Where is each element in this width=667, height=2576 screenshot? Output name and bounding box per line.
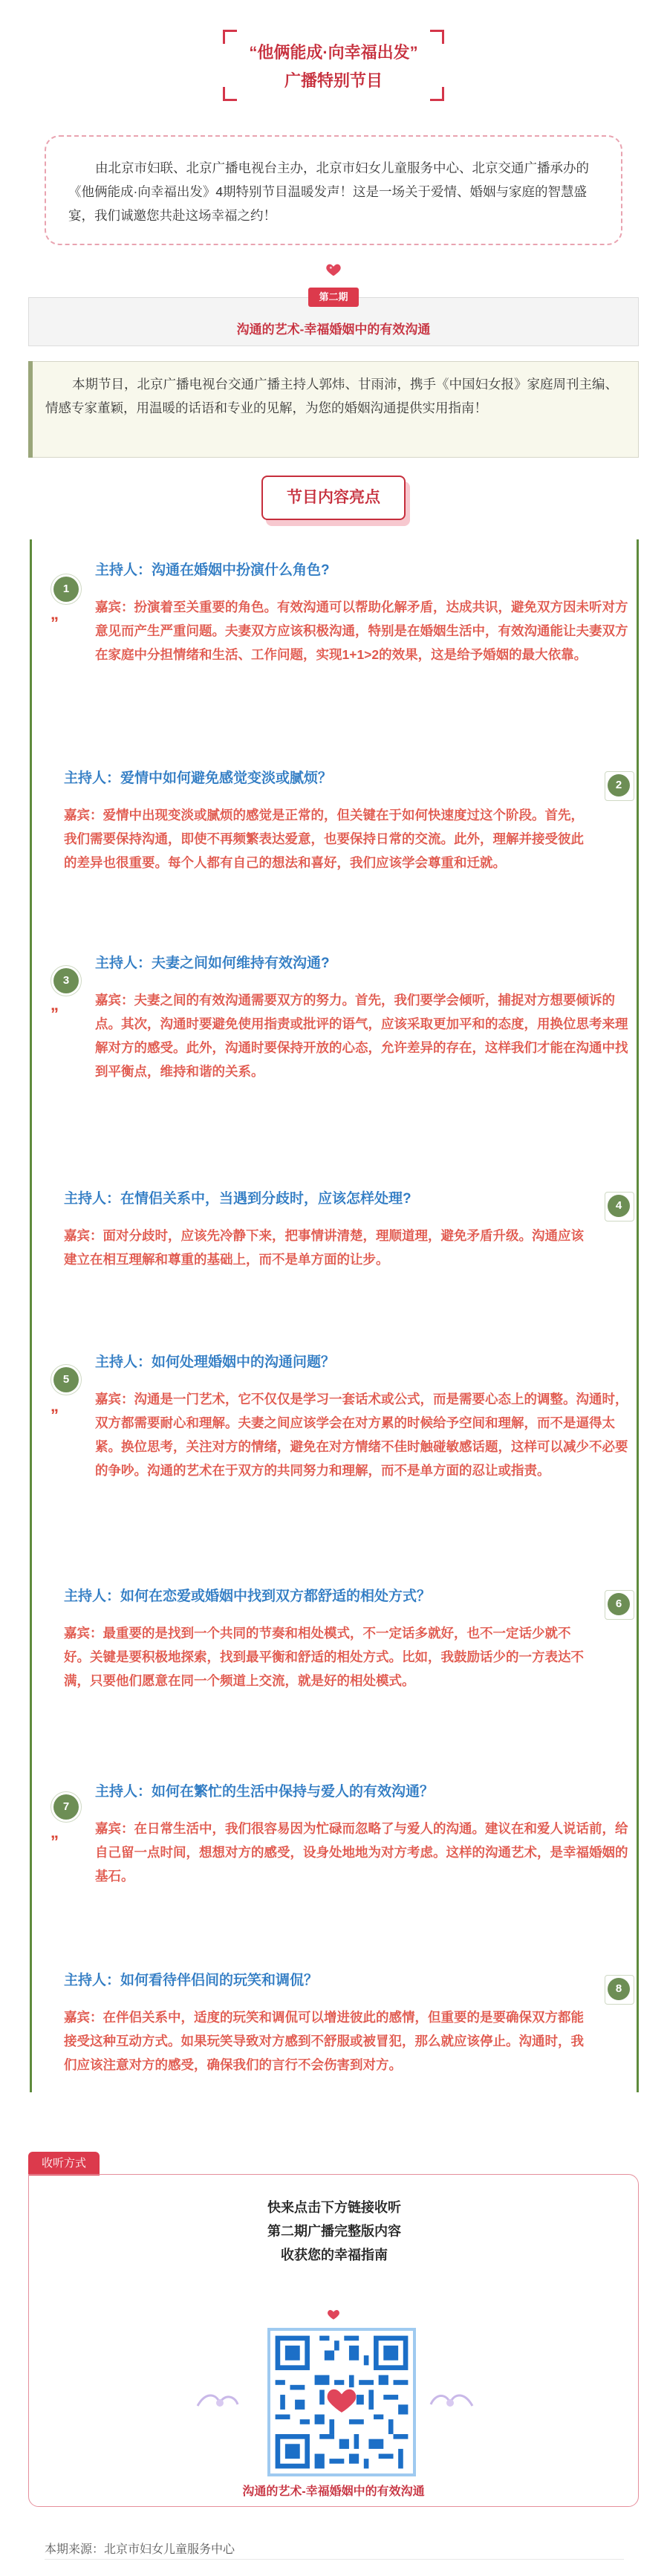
- qr-code-icon: [270, 2331, 413, 2473]
- number-badge-3: 3: [53, 968, 79, 993]
- listen-line-1: 快来点击下方链接收听: [267, 2200, 401, 2215]
- episode-tag: 第二期: [308, 288, 359, 307]
- intro-text: 由北京市妇联、北京广播电视台主办，北京市妇女儿童服务中心、北京交通广播承办的《他俩能成·向幸福出发》4期特别节目温暖发声！这是一场关于爱情、婚姻与家庭的智慧盛宴，我们诚邀您共赴这场幸福之约！: [45, 135, 622, 245]
- question-7: 主持人：如何在繁忙的生活中保持与爱人的有效沟通？: [95, 1784, 435, 1800]
- episode-title: 沟通的艺术-幸福婚姻中的有效沟通: [236, 322, 431, 337]
- quote-icon: ”: [51, 614, 59, 632]
- listen-tab: 收听方式: [28, 2152, 100, 2176]
- decorative-flower-icon: [190, 2385, 242, 2415]
- number-badge-7: 7: [53, 1794, 79, 1820]
- number-badge-1: 1: [53, 577, 79, 602]
- qr-code[interactable]: [267, 2328, 416, 2476]
- quote-icon: ”: [51, 1005, 59, 1023]
- number-badge-2: 2: [608, 774, 630, 797]
- answer-1: 嘉宾：扮演着至关重要的角色。有效沟通可以帮助化解矛盾，达成共识，避免双方因未听对方意见而产生严重问题。夫妻双方应该积极沟通，特别是在婚姻生活中，有效沟通能让夫妻双方在家庭中分担情绪和生活、工作问题，实现1+1>2的效果，这是给予婚姻的最大依靠。: [95, 600, 628, 662]
- qa-item-2: [64, 767, 584, 875]
- question-6: 主持人：如何在恋爱或婚姻中找到双方都舒适的相处方式？: [64, 1589, 432, 1604]
- title-line-1: “他俩能成·向幸福出发”: [249, 43, 418, 62]
- quote-icon: ”: [51, 1406, 59, 1424]
- header-title: [223, 30, 444, 101]
- quote-icon: ”: [51, 1832, 59, 1851]
- qa-item-8: [64, 1969, 584, 2077]
- listen-line-3: 收获您的幸福指南: [281, 2248, 388, 2262]
- listen-line-2: 第二期广播完整版内容: [267, 2224, 401, 2239]
- qa-item-5: [95, 1351, 630, 1482]
- decorative-flower-icon: [426, 2385, 478, 2415]
- heart-icon: [327, 2308, 340, 2321]
- qr-caption: 沟通的艺术-幸福婚姻中的有效沟通: [242, 2485, 425, 2498]
- question-2: 主持人：爱情中如何避免感觉变淡或腻烦？: [64, 770, 333, 786]
- answer-3: 嘉宾：夫妻之间的有效沟通需要双方的努力。首先，我们要学会倾听，捕捉对方想要倾诉的点。其次，沟通时要避免使用指责或批评的语气，应该采取更加平和的态度，用换位思考来理解对方的感受。此外，沟通时要保持开放的心态，允许差异的存在，这样我们才能在沟通中找到平衡点，维持和谐的关系。: [95, 993, 628, 1079]
- heart-icon: [325, 262, 342, 278]
- question-5: 主持人：如何处理婚姻中的沟通问题？: [95, 1354, 336, 1370]
- qa-item-4: [64, 1187, 584, 1271]
- question-8: 主持人：如何看待伴侣间的玩笑和调侃？: [64, 1973, 319, 1988]
- highlights-title: 节目内容亮点: [261, 476, 406, 520]
- source-text: 本期来源：北京市妇女儿童服务中心: [45, 2543, 235, 2556]
- question-1: 主持人：沟通在婚姻中扮演什么角色?: [95, 562, 330, 578]
- answer-5: 嘉宾：沟通是一门艺术，它不仅仅是学习一套话术或公式，而是需要心态上的调整。沟通时，双方都需要耐心和理解。夫妻之间应该学会在对方累的时候给予空间和理解，而不是逼得太紧。换位思考，关注对方的情绪，避免在对方情绪不佳时触碰敏感话题，这样可以减少不必要的争吵。沟通的艺术在于双方的共同努力和理解，而不是单方面的忍让或指责。: [95, 1392, 628, 1478]
- qa-item-3: [95, 952, 630, 1083]
- answer-7: 嘉宾：在日常生活中，我们很容易因为忙碌而忽略了与爱人的沟通。建议在和爱人说话前，给自己留一点时间，想想对方的感受，设身处地地为对方考虑。这样的沟通艺术，是幸福婚姻的基石。: [95, 1821, 628, 1884]
- qa-item-6: [64, 1585, 584, 1693]
- highlights-title-wrap: [253, 476, 414, 526]
- qa-item-1: [95, 559, 630, 666]
- description-accent-line: [28, 361, 33, 458]
- number-badge-8: 8: [608, 1978, 630, 2000]
- answer-2: 嘉宾：爱情中出现变淡或腻烦的感觉是正常的，但关键在于如何快速度过这个阶段。首先，我们需要保持沟通，即使不再频繁表达爱意，也要保持日常的交流。此外，理解并接受彼此的差异也很重要。每个人都有自己的想法和喜好，我们应该学会尊重和迁就。: [64, 808, 584, 870]
- episode-description: 本期节目，北京广播电视台交通广播主持人郭炜、甘雨沛，携手《中国妇女报》家庭周刊主编、情感专家董颖，用温暖的话语和专业的见解，为您的婚姻沟通提供实用指南！: [28, 361, 639, 458]
- answer-6: 嘉宾：最重要的是找到一个共同的节奏和相处模式，不一定话多就好，也不一定话少就不好。关键是要积极地探索，找到最平衡和舒适的相处方式。比如，我鼓励话少的一方表达不满，只要他们愿意在同一个频道上交流，就是好的相处模式。: [64, 1626, 584, 1688]
- number-badge-5: 5: [53, 1367, 79, 1392]
- answer-4: 嘉宾：面对分歧时，应该先冷静下来，把事情讲清楚，理顺道理，避免矛盾升级。沟通应该建立在相互理解和尊重的基础上，而不是单方面的让步。: [64, 1228, 584, 1267]
- question-3: 主持人：夫妻之间如何维持有效沟通?: [95, 956, 330, 971]
- title-line-2: 广播特别节目: [284, 71, 383, 90]
- number-badge-6: 6: [608, 1593, 630, 1615]
- divider: [45, 2559, 624, 2560]
- answer-8: 嘉宾：在伴侣关系中，适度的玩笑和调侃可以增进彼此的感情，但重要的是要确保双方都能接受这种互动方式。如果玩笑导致对方感到不舒服或被冒犯，那么就应该停止。沟通时，我们应该注意对方的感受，确保我们的言行不会伤害到对方。: [64, 2010, 584, 2072]
- question-4: 主持人：在情侣关系中，当遇到分歧时，应该怎样处理?: [64, 1191, 411, 1207]
- number-badge-4: 4: [608, 1195, 630, 1217]
- qa-item-7: [95, 1780, 630, 1888]
